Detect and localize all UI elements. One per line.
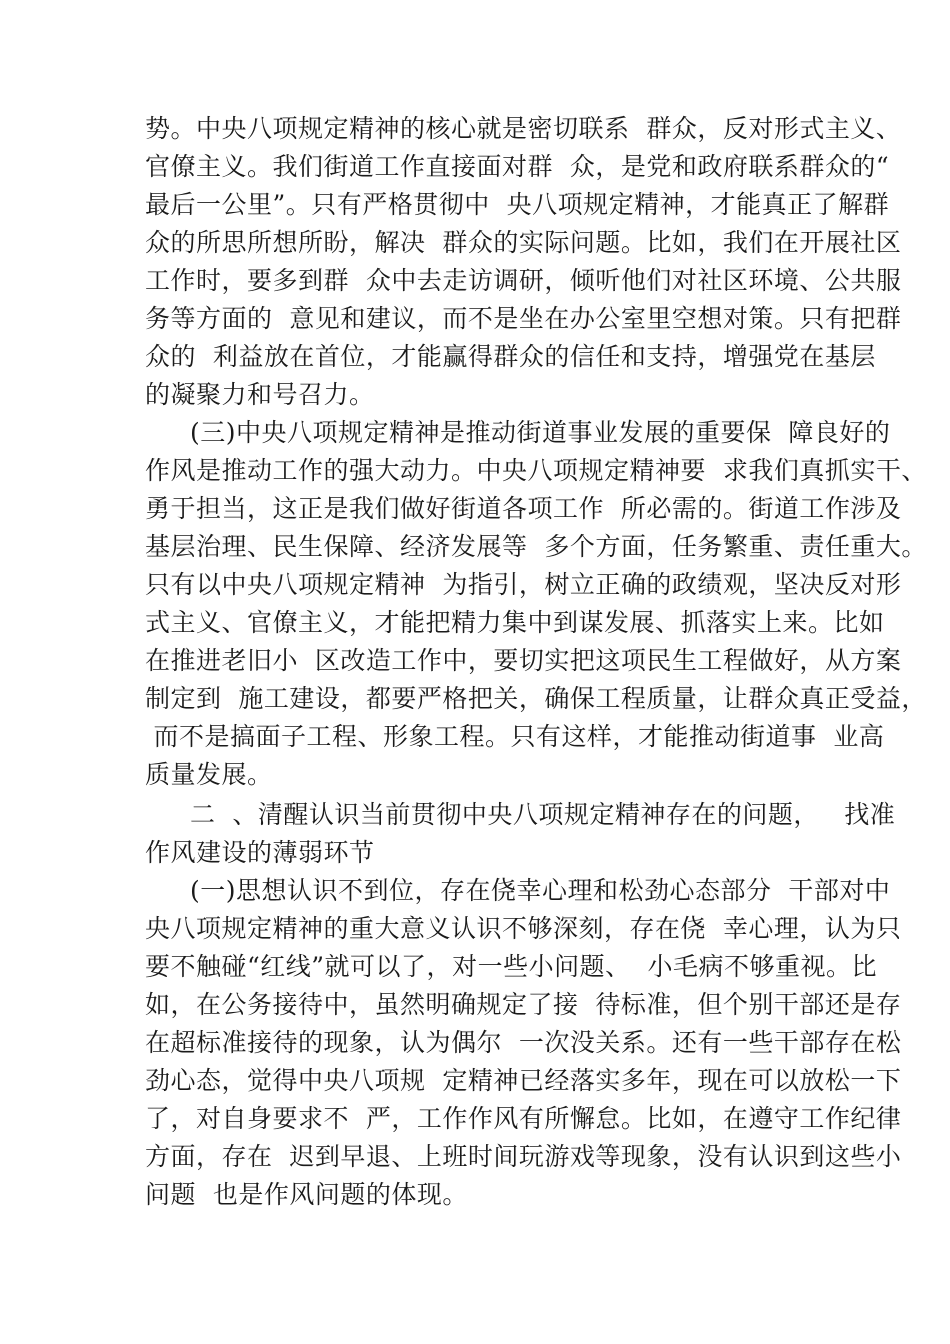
text-line: 众的 利益放在首位，才能赢得群众的信任和支持，增强党在基层: [145, 342, 876, 371]
text-line: 众的所思所想所盼，解决 群众的实际问题。比如，我们在开展社区: [145, 228, 902, 257]
text-line: 勇于担当，这正是我们做好街道各项工作 所必需的。街道工作涉及: [145, 494, 902, 523]
text-line: 式主义、官僚主义，才能把精力集中到谋发展、抓落实上来。比如: [145, 608, 885, 637]
section-heading-3: (三)中央八项规定精神是推动街道事业发展的重要保 障良好的: [190, 418, 891, 447]
text-line: 劲心态，觉得中央八项规 定精神已经落实多年，现在可以放松一下: [145, 1066, 902, 1095]
text-line: 要不触碰“红线”就可以了，对一些小问题、 小毛病不够重视。比: [145, 952, 877, 981]
text-line: 质量发展。: [145, 760, 273, 789]
section-heading-2-cont: 作风建设的薄弱环节: [145, 838, 375, 867]
text-line: 方面，存在 迟到早退、上班时间玩游戏等现象，没有认识到这些小: [145, 1142, 902, 1171]
text-line: 问题 也是作风问题的体现。: [145, 1180, 468, 1209]
text-line: 势。中央八项规定精神的核心就是密切联系 群众，反对形式主义、: [145, 114, 902, 143]
text-line: 只有以中央八项规定精神 为指引，树立正确的政绩观，坚决反对形: [145, 570, 902, 599]
text-line: 作风是推动工作的强大动力。中央八项规定精神要 求我们真抓实干、: [145, 456, 927, 485]
text-line: 官僚主义。我们街道工作直接面对群 众，是党和政府联系群众的“: [145, 152, 890, 181]
section-heading-1: (一)思想认识不到位，存在侥幸心理和松劲心态部分 干部对中: [190, 876, 891, 905]
text-line: 务等方面的 意见和建议，而不是坐在办公室里空想对策。只有把群: [145, 304, 902, 333]
text-line: 的凝聚力和号召力。: [145, 380, 375, 409]
text-line: 了，对自身要求不 严，工作作风有所懈怠。比如，在遵守工作纪律: [145, 1104, 902, 1133]
text-line: 在推进老旧小 区改造工作中，要切实把这项民生工程做好，从方案: [145, 646, 902, 675]
text-line: 而不是搞面子工程、形象工程。只有这样，才能推动街道事 业高: [145, 722, 885, 751]
text-line: 在超标准接待的现象，认为偶尔 一次没关系。还有一些干部存在松: [145, 1028, 902, 1057]
text-line: 最后一公里”。只有严格贯彻中 央八项规定精神，才能真正了解群: [145, 190, 890, 219]
section-heading-2: 二 、清醒认识当前贯彻中央八项规定精神存在的问题， 找准: [190, 800, 896, 829]
text-line: 基层治理、民生保障、经济发展等 多个方面，任务繁重、责任重大。: [145, 532, 927, 561]
text-line: 央八项规定精神的重大意义认识不够深刻，存在侥 幸心理，认为只: [145, 914, 902, 943]
text-line: 如，在公务接待中，虽然明确规定了接 待标准，但个别干部还是存: [145, 990, 902, 1019]
text-line: 制定到 施工建设，都要严格把关，确保工程质量，让群众真正受益，: [145, 684, 927, 713]
text-line: 工作时，要多到群 众中去走访调研，倾听他们对社区环境、公共服: [145, 266, 902, 295]
